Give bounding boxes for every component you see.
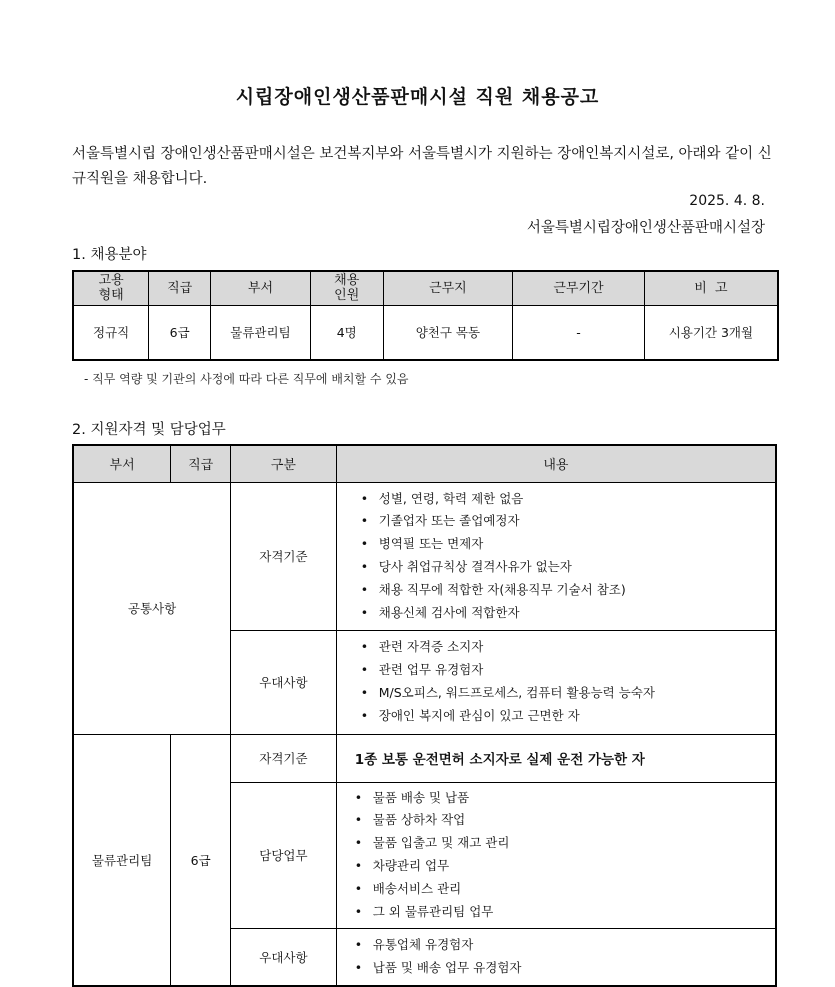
list-item: • 차량관리 업무	[355, 855, 775, 878]
header-remarks: 비 고	[644, 271, 778, 305]
notice-date: 2025. 4. 8.	[689, 193, 765, 209]
cell-grade: 6급	[149, 305, 211, 360]
logistics-dept: 물류관리팀	[73, 734, 171, 986]
list-item: • 채용 직무에 적합한 자(채용직무 기술서 참조)	[361, 579, 775, 602]
list-item: • 관련 업무 유경험자	[361, 659, 775, 682]
cell-employment-type: 정규직	[73, 305, 149, 360]
cell-period: -	[513, 305, 645, 360]
logistics-pref-label: 우대사항	[231, 928, 337, 986]
logistics-duty-content	[336, 782, 776, 928]
header-dept: 부서	[73, 445, 171, 482]
organization-name: 서울특별시립장애인생산품판매시설장	[526, 220, 765, 236]
header-department: 부서	[211, 271, 311, 305]
logistics-grade: 6급	[171, 734, 231, 986]
list-item: • 기졸업자 또는 졸업예정자	[361, 510, 775, 533]
page-title: 시립장애인생산품판매시설 직원 채용공고	[235, 86, 600, 108]
common-qual-content	[336, 482, 776, 630]
common-label: 공통사항	[73, 482, 231, 734]
header-grade: 직급	[149, 271, 211, 305]
header-employment-type: 고용 형태	[73, 271, 149, 305]
list-item: • 성별, 연령, 학력 제한 없음	[361, 488, 775, 511]
list-item: • 물품 입출고 및 재고 관리	[355, 832, 775, 855]
cell-location: 양천구 목동	[383, 305, 513, 360]
common-qual-label: 자격기준	[231, 482, 337, 630]
header-headcount: 채용 인원	[310, 271, 383, 305]
list-item: • 납품 및 배송 업무 유경험자	[355, 957, 775, 980]
recruitment-table	[72, 270, 779, 361]
section1-heading: 1. 채용분야	[72, 247, 147, 263]
list-item: • M/S오피스, 워드프로세스, 컴퓨터 활용능력 능숙자	[361, 682, 775, 705]
list-item: • 유통업체 유경험자	[355, 934, 775, 957]
header-grade: 직급	[171, 445, 231, 482]
list-item: • 병역필 또는 면제자	[361, 533, 775, 556]
intro-text: 서울특별시립 장애인생산품판매시설은 보건복지부와 서울특별시가 지원하는 장애인복지시설로, 아래와 같이 신규직원을 채용합니다.	[72, 146, 772, 187]
list-item: • 배송서비스 관리	[355, 878, 775, 901]
list-item: • 그 외 물류관리팀 업무	[355, 901, 775, 924]
logistics-qual-content: 1종 보통 운전면허 소지자로 실제 운전 가능한 자	[336, 734, 776, 782]
list-item: • 당사 취업규칙상 결격사유가 없는자	[361, 556, 775, 579]
placement-note: - 직무 역량 및 기관의 사정에 따라 다른 직무에 배치할 수 있음	[84, 372, 409, 386]
cell-headcount: 4명	[310, 305, 383, 360]
qualification-table	[72, 444, 777, 987]
cell-department: 물류관리팀	[211, 305, 311, 360]
cell-remarks: 시용기간 3개월	[644, 305, 778, 360]
common-pref-content	[336, 630, 776, 734]
list-item: • 채용신체 검사에 적합한자	[361, 602, 775, 625]
logistics-duty-label: 담당업무	[231, 782, 337, 928]
common-pref-label: 우대사항	[231, 630, 337, 734]
list-item: • 물품 상하차 작업	[355, 809, 775, 832]
logistics-qual-label: 자격기준	[231, 734, 337, 782]
list-item: • 장애인 복지에 관심이 있고 근면한 자	[361, 705, 775, 728]
header-location: 근무지	[383, 271, 513, 305]
logistics-pref-content	[336, 928, 776, 986]
list-item: • 관련 자격증 소지자	[361, 636, 775, 659]
header-content: 내용	[336, 445, 776, 482]
header-category: 구분	[231, 445, 337, 482]
list-item: • 물품 배송 및 납품	[355, 787, 775, 810]
section2-heading: 2. 지원자격 및 담당업무	[72, 422, 226, 438]
header-period: 근무기간	[513, 271, 645, 305]
